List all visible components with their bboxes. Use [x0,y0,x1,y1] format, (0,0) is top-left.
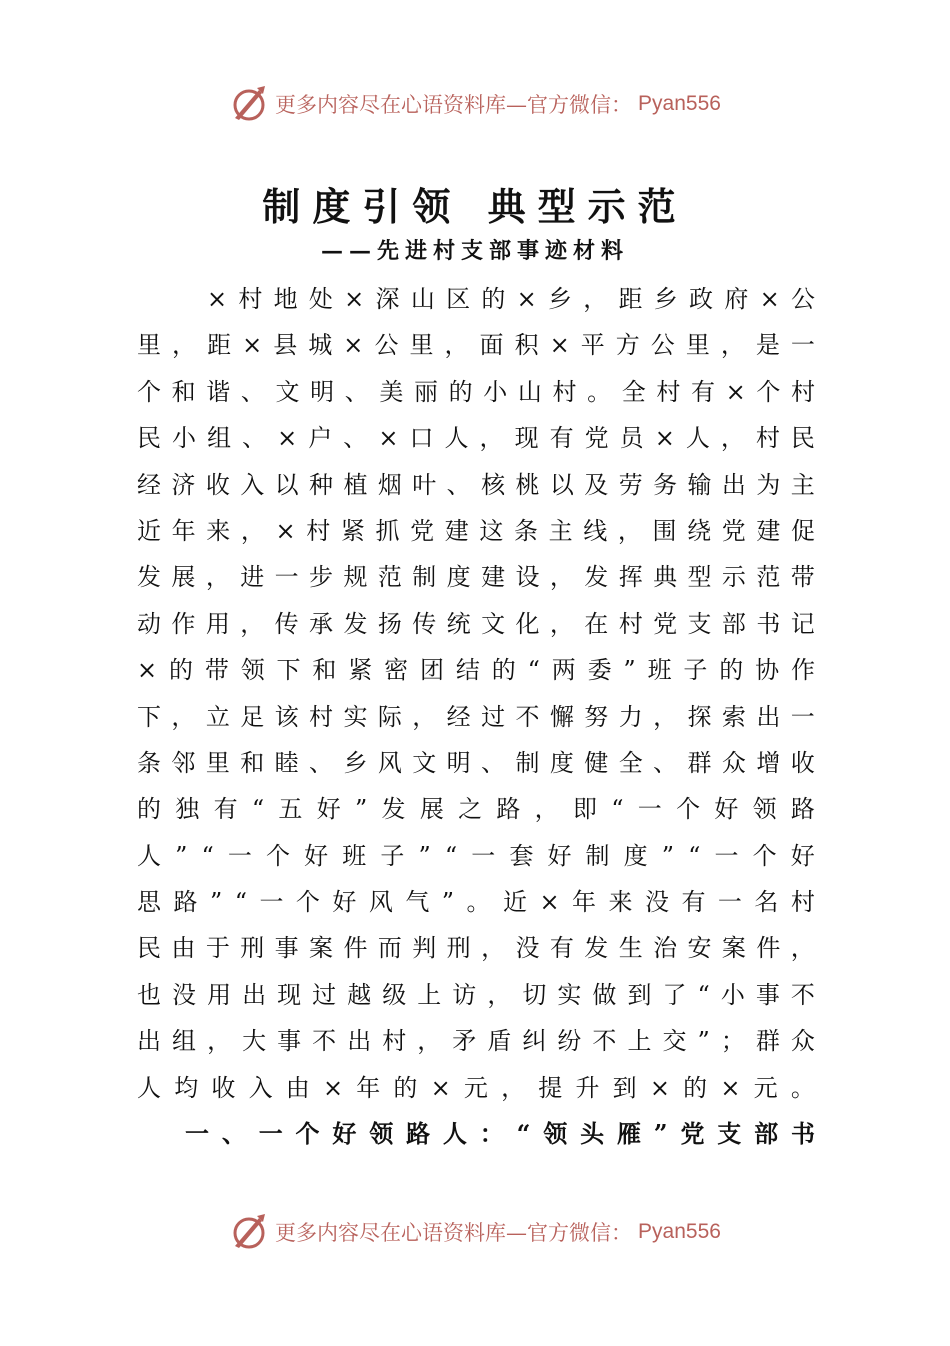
footer-banner-handle: Pyan556 [638,1220,721,1243]
body-line: 人 ” “ 一 个 好 班 子 ” “ 一 套 好 制 度 ” “ 一 个 好 [137,841,815,870]
section-heading: 一 、 一 个 好 领 路 人 ： “ 领 头 雁 ” 党 支 部 书 [185,1119,815,1149]
body-line: 下 ， 立 足 该 村 实 际 ， 经 过 不 懈 努 力 ， 探 索 出 一 [137,702,815,731]
quill-pen-logo-icon [229,1212,269,1252]
body-line: 民 小 组 、 × 户 、 × 口 人 ， 现 有 党 员 × 人 ， 村 民 [137,424,815,453]
body-line: 近 年 来 ， × 村 紧 抓 党 建 这 条 主 线 ， 围 绕 党 建 促 [137,516,815,545]
body-line: 里 ， 距 × 县 城 × 公 里 ， 面 积 × 平 方 公 里 ， 是 一 [137,331,815,360]
header-banner-text: 更多内容尽在心语资料库—官方微信： [275,93,633,117]
body-line: 也 没 用 出 现 过 越 级 上 访 ， 切 实 做 到 了 “ 小 事 不 [137,980,815,1009]
footer-banner [0,1210,950,1254]
document-body [137,276,815,1157]
footer-banner-text: 更多内容尽在心语资料库—官方微信： [275,1221,633,1245]
body-line: 发 展 ， 进 一 步 规 范 制 度 建 设 ， 发 挥 典 型 示 范 带 [137,563,815,592]
document-title: 制度引领 典型示范 [262,184,688,229]
body-line: 民 由 于 刑 事 案 件 而 判 刑 ， 没 有 发 生 治 安 案 件 ， [137,934,815,963]
body-line: 经 济 收 入 以 种 植 烟 叶 、 核 桃 以 及 劳 务 输 出 为 主 [137,470,815,499]
body-line: × 的 带 领 下 和 紧 密 团 结 的 “ 两 委 ” 班 子 的 协 作 [137,656,815,685]
body-line: 的 独 有 “ 五 好 ” 发 展 之 路 ， 即 “ 一 个 好 领 路 [137,795,815,824]
body-line: × 村 地 处 × 深 山 区 的 × 乡 ， 距 乡 政 府 × 公 [207,285,815,313]
header-banner-handle: Pyan556 [638,92,721,115]
body-line: 条 邻 里 和 睦 、 乡 风 文 明 、 制 度 健 全 、 群 众 增 收 [137,748,815,777]
header-banner [0,82,950,126]
document-subtitle: ——先进村支部事迹材料 [320,238,629,264]
body-line: 动 作 用 ， 传 承 发 扬 传 统 文 化 ， 在 村 党 支 部 书 记 [137,609,815,638]
quill-pen-logo-icon [229,84,269,124]
body-line: 思 路 ” “ 一 个 好 风 气 ” 。 近 × 年 来 没 有 一 名 村 [137,888,815,917]
body-line: 个 和 谐 、 文 明 、 美 丽 的 小 山 村 。 全 村 有 × 个 村 [137,377,815,406]
body-line: 出 组 ， 大 事 不 出 村 ， 矛 盾 纠 纷 不 上 交 ” ； 群 众 [137,1027,815,1056]
body-line: 人 均 收 入 由 × 年 的 × 元 ， 提 升 到 × 的 × 元 。 [137,1073,815,1102]
